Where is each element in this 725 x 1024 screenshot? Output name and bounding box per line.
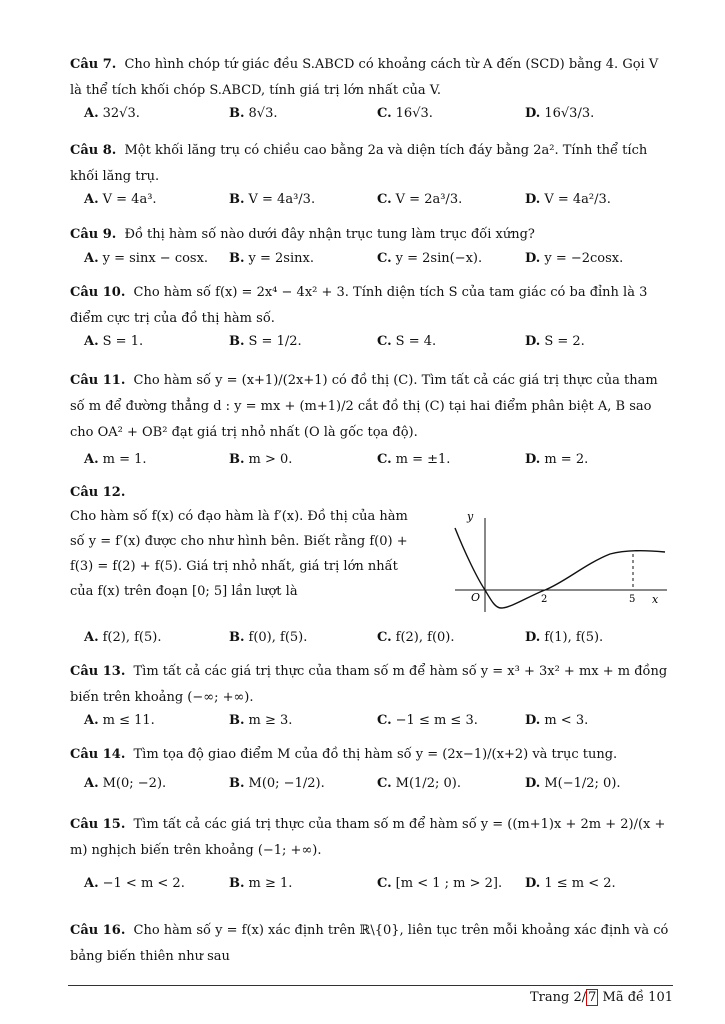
- question-text: Tìm tọa độ giao điểm M của đồ thị hàm số y = (2x−1)/(x+2) và trục tung.: [133, 747, 618, 762]
- question-number: Câu 12.: [70, 485, 126, 500]
- option-b[interactable]: B. V = 4a³/3.: [229, 192, 316, 207]
- footer-divider: [68, 985, 673, 986]
- option-c[interactable]: C. y = 2sin(−x).: [377, 251, 483, 266]
- question-text: Cho hàm số y = f(x) xác định trên ℝ\{0}, liên tục trên mỗi khoảng xác định và có bảng biến thiên như sau: [70, 923, 669, 964]
- option-a[interactable]: A. m ≤ 11.: [84, 713, 155, 728]
- y-axis-label: y: [467, 510, 474, 523]
- question-15-options: [84, 876, 684, 904]
- origin-label: O: [471, 591, 481, 604]
- question-text: Đồ thị hàm số nào dưới đây nhận trục tung làm trục đối xứng?: [124, 227, 535, 242]
- option-c[interactable]: C. S = 4.: [377, 334, 437, 349]
- question-12-text: Cho hàm số f(x) có đạo hàm là f′(x). Đồ thị của hàm số y = f′(x) được cho như hình bên. Biết rằng f(0) + f(3) = f(2) + f(5). Giá trị nhỏ nhất, giá trị lớn nhất của f(x) trên đoạn [0; 5] lần lượt là: [70, 509, 408, 599]
- option-a[interactable]: A. V = 4a³.: [84, 192, 157, 207]
- question-number: Câu 7.: [70, 57, 117, 72]
- x-axis-label: x: [652, 593, 659, 606]
- question-number: Câu 11.: [70, 373, 126, 388]
- tick-label-2: 2: [541, 594, 548, 605]
- question-8-options: [84, 192, 684, 220]
- option-b[interactable]: B. y = 2sinx.: [229, 251, 314, 266]
- option-d[interactable]: D. y = −2cosx.: [525, 251, 624, 266]
- option-c[interactable]: C. [m < 1 ; m > 2].: [377, 876, 503, 891]
- option-c[interactable]: C. −1 ≤ m ≤ 3.: [377, 713, 478, 728]
- page-total: 7: [588, 990, 597, 1005]
- option-d[interactable]: D. m < 3.: [525, 713, 589, 728]
- question-8: [70, 138, 674, 190]
- question-7: [70, 52, 674, 104]
- option-d[interactable]: D. S = 2.: [525, 334, 585, 349]
- option-a[interactable]: A. 32√3.: [84, 106, 140, 121]
- option-b[interactable]: B. m > 0.: [229, 452, 293, 467]
- question-number: Câu 16.: [70, 923, 126, 938]
- option-a[interactable]: A. y = sinx − cosx.: [84, 251, 209, 266]
- question-text: Cho hàm số f(x) = 2x⁴ − 4x² + 3. Tính diện tích S của tam giác có ba đỉnh là 3 điểm cực trị của đồ thị hàm số.: [70, 285, 648, 326]
- footer-suffix: Mã đề 101: [598, 990, 673, 1005]
- question-15: [70, 812, 674, 864]
- question-11: [70, 368, 674, 446]
- question-14-options: [84, 776, 684, 804]
- option-d[interactable]: D. V = 4a²/3.: [525, 192, 611, 207]
- question-9-options: [84, 251, 684, 279]
- tick-label-5: 5: [629, 594, 636, 605]
- question-number: Câu 15.: [70, 817, 126, 832]
- option-b[interactable]: B. f(0), f(5).: [229, 630, 308, 645]
- question-12-options: [84, 630, 684, 658]
- option-c[interactable]: C. V = 2a³/3.: [377, 192, 463, 207]
- question-number: Câu 9.: [70, 227, 117, 242]
- question-number: Câu 10.: [70, 285, 126, 300]
- option-c[interactable]: C. 16√3.: [377, 106, 433, 121]
- question-7-options: [84, 106, 684, 134]
- question-10-options: [84, 334, 684, 362]
- option-d[interactable]: D. 1 ≤ m < 2.: [525, 876, 616, 891]
- option-a[interactable]: A. M(0; −2).: [84, 776, 167, 791]
- option-b[interactable]: B. m ≥ 3.: [229, 713, 293, 728]
- option-b[interactable]: B. m ≥ 1.: [229, 876, 293, 891]
- question-13: [70, 659, 674, 711]
- question-9: [70, 222, 674, 248]
- question-number: Câu 13.: [70, 664, 126, 679]
- question-text: Tìm tất cả các giá trị thực của tham số m để hàm số y = ((m+1)x + 2m + 2)/(x + m) nghịch biến trên khoảng (−1; +∞).: [70, 817, 666, 858]
- option-d[interactable]: D. m = 2.: [525, 452, 589, 467]
- option-a[interactable]: A. f(2), f(5).: [84, 630, 162, 645]
- option-b[interactable]: B. 8√3.: [229, 106, 278, 121]
- question-text: Cho hàm số y = (x+1)/(2x+1) có đồ thị (C). Tìm tất cả các giá trị thực của tham số m để đường thẳng d : y = mx + (m+1)/2 cắt đồ thị (C) tại hai điểm phân biệt A, B sao cho OA² + OB² đạt giá trị nhỏ nhất (O là gốc tọa độ).: [70, 373, 658, 440]
- option-a[interactable]: A. −1 < m < 2.: [84, 876, 185, 891]
- question-14: [70, 742, 674, 768]
- question-13-options: [84, 713, 684, 741]
- option-d[interactable]: D. M(−1/2; 0).: [525, 776, 621, 791]
- question-number: Câu 14.: [70, 747, 126, 762]
- option-b[interactable]: B. M(0; −1/2).: [229, 776, 325, 791]
- option-a[interactable]: A. m = 1.: [84, 452, 147, 467]
- option-d[interactable]: D. 16√3/3.: [525, 106, 595, 121]
- footer-prefix: Trang 2/: [530, 990, 587, 1005]
- option-c[interactable]: C. f(2), f(0).: [377, 630, 455, 645]
- option-c[interactable]: C. m = ±1.: [377, 452, 451, 467]
- question-11-options: [84, 452, 684, 480]
- option-d[interactable]: D. f(1), f(5).: [525, 630, 604, 645]
- option-b[interactable]: B. S = 1/2.: [229, 334, 302, 349]
- question-16: [70, 918, 674, 970]
- option-a[interactable]: A. S = 1.: [84, 334, 144, 349]
- question-12-title: [70, 480, 674, 506]
- derivative-graph: [445, 508, 675, 618]
- option-c[interactable]: C. M(1/2; 0).: [377, 776, 461, 791]
- question-text: Tìm tất cả các giá trị thực của tham số m để hàm số y = x³ + 3x² + mx + m đồng biến trên khoảng (−∞; +∞).: [70, 664, 668, 705]
- question-10: [70, 280, 674, 332]
- question-text: Một khối lăng trụ có chiều cao bằng 2a và diện tích đáy bằng 2a². Tính thể tích khối lăng trụ.: [70, 143, 648, 184]
- page-footer: [530, 990, 673, 1005]
- question-text: Cho hình chóp tứ giác đều S.ABCD có khoảng cách từ A đến (SCD) bằng 4. Gọi V là thể tích khối chóp S.ABCD, tính giá trị lớn nhất của V.: [70, 57, 659, 98]
- question-number: Câu 8.: [70, 143, 117, 158]
